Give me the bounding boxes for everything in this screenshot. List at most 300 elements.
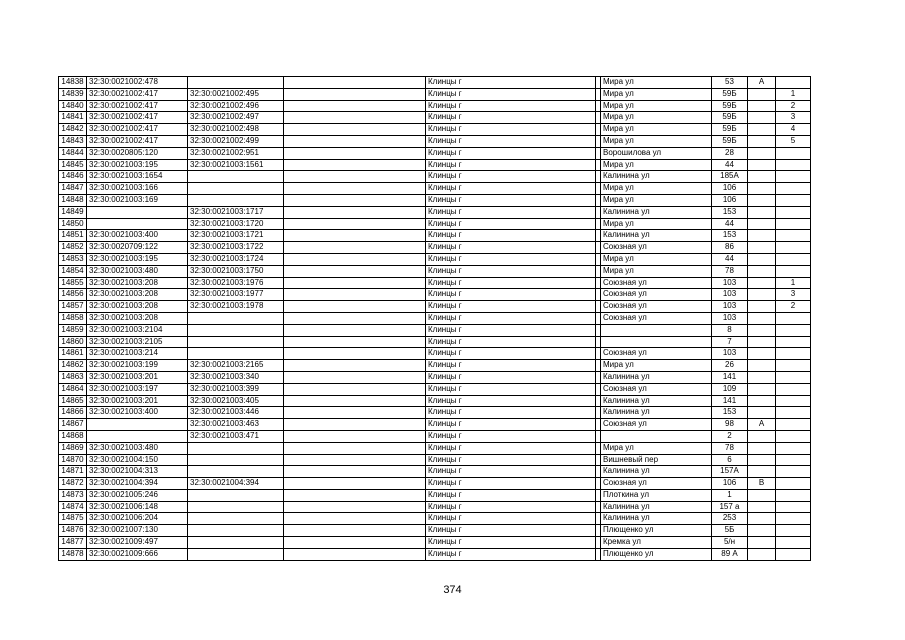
table-row <box>59 265 811 277</box>
city-cell: Клинцы г <box>426 395 596 407</box>
house-letter-cell <box>748 489 776 501</box>
table-row <box>59 466 811 478</box>
cadastral-number-object-cell: 32:30:0021003:471 <box>188 430 284 442</box>
blank-cell-cell <box>284 265 426 277</box>
row-number-cell: 14852 <box>59 242 87 254</box>
apartment-number-cell: 3 <box>776 112 811 124</box>
row-number-cell: 14863 <box>59 371 87 383</box>
street-cell: Калинина ул <box>601 407 712 419</box>
apartment-number-cell <box>776 513 811 525</box>
cadastral-number-object-cell: 32:30:0021003:340 <box>188 371 284 383</box>
house-letter-cell: А <box>748 419 776 431</box>
row-number-cell: 14869 <box>59 442 87 454</box>
street-cell: Калинина ул <box>601 513 712 525</box>
street-cell: Союзная ул <box>601 301 712 313</box>
house-number-cell: 5Б <box>712 525 748 537</box>
blank-cell-cell <box>284 478 426 490</box>
city-cell: Клинцы г <box>426 513 596 525</box>
table-row <box>59 442 811 454</box>
blank-cell-cell <box>284 383 426 395</box>
blank-cell-cell <box>284 124 426 136</box>
city-cell: Клинцы г <box>426 265 596 277</box>
row-number-cell: 14841 <box>59 112 87 124</box>
city-cell: Клинцы г <box>426 289 596 301</box>
cadastral-number-object-cell <box>188 171 284 183</box>
city-cell: Клинцы г <box>426 77 596 89</box>
house-letter-cell <box>748 159 776 171</box>
table-row <box>59 242 811 254</box>
cadastral-number-parcel-cell: 32:30:0021006:204 <box>87 513 188 525</box>
cadastral-number-object-cell: 32:30:0021002:496 <box>188 100 284 112</box>
table-row <box>59 525 811 537</box>
row-number-cell: 14875 <box>59 513 87 525</box>
house-number-cell: 153 <box>712 230 748 242</box>
city-cell: Клинцы г <box>426 242 596 254</box>
apartment-number-cell <box>776 501 811 513</box>
table-row <box>59 478 811 490</box>
row-number-cell: 14842 <box>59 124 87 136</box>
cadastral-number-object-cell: 32:30:0021002:499 <box>188 135 284 147</box>
cadastral-number-parcel-cell: 32:30:0021007:130 <box>87 525 188 537</box>
house-letter-cell <box>748 360 776 372</box>
row-number-cell: 14843 <box>59 135 87 147</box>
table-row <box>59 489 811 501</box>
table-row <box>59 548 811 560</box>
cadastral-number-object-cell <box>188 77 284 89</box>
blank-cell-cell <box>284 112 426 124</box>
city-cell: Клинцы г <box>426 324 596 336</box>
cadastral-number-object-cell: 32:30:0021003:1561 <box>188 159 284 171</box>
cadastral-number-object-cell <box>188 336 284 348</box>
cadastral-number-object-cell: 32:30:0021002:951 <box>188 147 284 159</box>
cadastral-number-parcel-cell: 32:30:0021003:199 <box>87 360 188 372</box>
cadastral-number-object-cell <box>188 501 284 513</box>
blank-cell-cell <box>284 159 426 171</box>
apartment-number-cell <box>776 194 811 206</box>
row-number-cell: 14865 <box>59 395 87 407</box>
cadastral-number-parcel-cell: 32:30:0021003:214 <box>87 348 188 360</box>
row-number-cell: 14861 <box>59 348 87 360</box>
house-letter-cell <box>748 383 776 395</box>
house-number-cell: 8 <box>712 324 748 336</box>
house-letter-cell <box>748 171 776 183</box>
row-number-cell: 14846 <box>59 171 87 183</box>
street-cell: Мира ул <box>601 100 712 112</box>
cadastral-number-object-cell <box>188 466 284 478</box>
table-row <box>59 159 811 171</box>
apartment-number-cell <box>776 478 811 490</box>
street-cell: Плоткина ул <box>601 489 712 501</box>
cadastral-number-parcel-cell: 32:30:0021003:208 <box>87 289 188 301</box>
house-letter-cell <box>748 324 776 336</box>
cadastral-number-object-cell <box>188 194 284 206</box>
street-cell: Мира ул <box>601 194 712 206</box>
cadastral-number-parcel-cell <box>87 430 188 442</box>
street-cell: Калинина ул <box>601 501 712 513</box>
house-number-cell: 59Б <box>712 88 748 100</box>
house-letter-cell <box>748 253 776 265</box>
house-number-cell: 59Б <box>712 100 748 112</box>
blank-cell-cell <box>284 253 426 265</box>
cadastral-number-object-cell <box>188 489 284 501</box>
house-number-cell: 103 <box>712 312 748 324</box>
row-number-cell: 14838 <box>59 77 87 89</box>
cadastral-number-object-cell: 32:30:0021003:405 <box>188 395 284 407</box>
house-number-cell: 7 <box>712 336 748 348</box>
table-row <box>59 289 811 301</box>
blank-cell-cell <box>284 77 426 89</box>
street-cell: Вишневый пер <box>601 454 712 466</box>
house-number-cell: 59Б <box>712 135 748 147</box>
cadastral-number-parcel-cell: 32:30:0021006:148 <box>87 501 188 513</box>
cadastral-number-object-cell <box>188 525 284 537</box>
house-number-cell: 153 <box>712 407 748 419</box>
apartment-number-cell <box>776 525 811 537</box>
apartment-number-cell <box>776 383 811 395</box>
street-cell: Плющенко ул <box>601 548 712 560</box>
house-letter-cell <box>748 442 776 454</box>
cadastral-number-object-cell: 32:30:0021003:1750 <box>188 265 284 277</box>
city-cell: Клинцы г <box>426 407 596 419</box>
cadastral-number-parcel-cell: 32:30:0021003:201 <box>87 395 188 407</box>
house-number-cell: 26 <box>712 360 748 372</box>
table-row <box>59 312 811 324</box>
table-row <box>59 100 811 112</box>
table-row <box>59 371 811 383</box>
cadastral-number-parcel-cell: 32:30:0021003:169 <box>87 194 188 206</box>
city-cell: Клинцы г <box>426 253 596 265</box>
blank-cell-cell <box>284 312 426 324</box>
house-number-cell: 185А <box>712 171 748 183</box>
house-number-cell: 2 <box>712 430 748 442</box>
row-number-cell: 14854 <box>59 265 87 277</box>
cadastral-number-object-cell: 32:30:0021003:1721 <box>188 230 284 242</box>
cadastral-number-parcel-cell: 32:30:0021003:195 <box>87 253 188 265</box>
table-row <box>59 537 811 549</box>
house-letter-cell <box>748 218 776 230</box>
house-letter-cell <box>748 289 776 301</box>
house-number-cell: 44 <box>712 218 748 230</box>
house-number-cell: 28 <box>712 147 748 159</box>
apartment-number-cell <box>776 324 811 336</box>
cadastral-number-object-cell: 32:30:0021003:2165 <box>188 360 284 372</box>
table-row <box>59 419 811 431</box>
apartment-number-cell <box>776 171 811 183</box>
house-number-cell: 59Б <box>712 124 748 136</box>
house-letter-cell <box>748 206 776 218</box>
blank-cell-cell <box>284 183 426 195</box>
cadastral-number-object-cell <box>188 454 284 466</box>
street-cell: Мира ул <box>601 360 712 372</box>
row-number-cell: 14860 <box>59 336 87 348</box>
cadastral-number-parcel-cell: 32:30:0021003:480 <box>87 442 188 454</box>
house-letter-cell <box>748 407 776 419</box>
apartment-number-cell <box>776 454 811 466</box>
blank-cell-cell <box>284 442 426 454</box>
row-number-cell: 14872 <box>59 478 87 490</box>
apartment-number-cell <box>776 348 811 360</box>
street-cell: Мира ул <box>601 77 712 89</box>
table-row <box>59 324 811 336</box>
apartment-number-cell <box>776 147 811 159</box>
blank-cell-cell <box>284 301 426 313</box>
house-letter-cell <box>748 312 776 324</box>
page-number: 374 <box>443 584 462 596</box>
blank-cell-cell <box>284 466 426 478</box>
street-cell: Калинина ул <box>601 230 712 242</box>
cadastral-number-parcel-cell: 32:30:0021003:400 <box>87 230 188 242</box>
street-cell: Мира ул <box>601 159 712 171</box>
table-row <box>59 253 811 265</box>
apartment-number-cell <box>776 183 811 195</box>
city-cell: Клинцы г <box>426 454 596 466</box>
blank-cell-cell <box>284 419 426 431</box>
city-cell: Клинцы г <box>426 124 596 136</box>
cadastral-number-parcel-cell: 32:30:0021003:208 <box>87 277 188 289</box>
city-cell: Клинцы г <box>426 489 596 501</box>
city-cell: Клинцы г <box>426 206 596 218</box>
row-number-cell: 14859 <box>59 324 87 336</box>
street-cell <box>601 336 712 348</box>
blank-cell-cell <box>284 135 426 147</box>
house-number-cell: 153 <box>712 206 748 218</box>
house-number-cell: 59Б <box>712 112 748 124</box>
cadastral-number-parcel-cell: 32:30:0021003:2104 <box>87 324 188 336</box>
street-cell: Калинина ул <box>601 395 712 407</box>
blank-cell-cell <box>284 147 426 159</box>
cadastral-number-parcel-cell: 32:30:0021003:195 <box>87 159 188 171</box>
city-cell: Клинцы г <box>426 430 596 442</box>
house-number-cell: 6 <box>712 454 748 466</box>
house-letter-cell <box>748 277 776 289</box>
blank-cell-cell <box>284 230 426 242</box>
table-row <box>59 430 811 442</box>
city-cell: Клинцы г <box>426 348 596 360</box>
cadastral-number-parcel-cell: 32:30:0021003:166 <box>87 183 188 195</box>
row-number-cell: 14871 <box>59 466 87 478</box>
house-number-cell: 78 <box>712 265 748 277</box>
row-number-cell: 14876 <box>59 525 87 537</box>
table-row <box>59 183 811 195</box>
apartment-number-cell <box>776 466 811 478</box>
apartment-number-cell <box>776 242 811 254</box>
house-letter-cell <box>748 230 776 242</box>
cadastral-number-parcel-cell: 32:30:0021002:478 <box>87 77 188 89</box>
city-cell: Клинцы г <box>426 383 596 395</box>
cadastral-number-parcel-cell <box>87 218 188 230</box>
cadastral-number-parcel-cell: 32:30:0021002:417 <box>87 135 188 147</box>
house-letter-cell <box>748 513 776 525</box>
street-cell: Союзная ул <box>601 419 712 431</box>
cadastral-number-object-cell: 32:30:0021003:463 <box>188 419 284 431</box>
blank-cell-cell <box>284 88 426 100</box>
blank-cell-cell <box>284 371 426 383</box>
apartment-number-cell <box>776 442 811 454</box>
table-row <box>59 454 811 466</box>
row-number-cell: 14851 <box>59 230 87 242</box>
apartment-number-cell: 2 <box>776 100 811 112</box>
cadastral-number-parcel-cell: 32:30:0021002:417 <box>87 112 188 124</box>
house-number-cell: 98 <box>712 419 748 431</box>
row-number-cell: 14853 <box>59 253 87 265</box>
house-letter-cell <box>748 194 776 206</box>
blank-cell-cell <box>284 548 426 560</box>
city-cell: Клинцы г <box>426 183 596 195</box>
blank-cell-cell <box>284 242 426 254</box>
street-cell: Мира ул <box>601 124 712 136</box>
cadastral-number-parcel-cell <box>87 206 188 218</box>
street-cell: Мира ул <box>601 112 712 124</box>
blank-cell-cell <box>284 336 426 348</box>
city-cell: Клинцы г <box>426 171 596 183</box>
house-letter-cell <box>748 100 776 112</box>
cadastral-number-object-cell: 32:30:0021004:394 <box>188 478 284 490</box>
house-letter-cell <box>748 371 776 383</box>
city-cell: Клинцы г <box>426 501 596 513</box>
street-cell: Калинина ул <box>601 466 712 478</box>
blank-cell-cell <box>284 430 426 442</box>
row-number-cell: 14856 <box>59 289 87 301</box>
house-number-cell: 1 <box>712 489 748 501</box>
house-letter-cell <box>748 466 776 478</box>
apartment-number-cell <box>776 548 811 560</box>
house-number-cell: 103 <box>712 301 748 313</box>
table-row <box>59 360 811 372</box>
cadastral-number-object-cell: 32:30:0021003:1977 <box>188 289 284 301</box>
house-letter-cell: А <box>748 77 776 89</box>
apartment-number-cell <box>776 312 811 324</box>
cadastral-number-parcel-cell: 32:30:0021004:394 <box>87 478 188 490</box>
cadastral-number-object-cell: 32:30:0021003:1978 <box>188 301 284 313</box>
blank-cell-cell <box>284 537 426 549</box>
apartment-number-cell: 4 <box>776 124 811 136</box>
house-letter-cell: В <box>748 478 776 490</box>
street-cell: Мира ул <box>601 265 712 277</box>
apartment-number-cell: 1 <box>776 88 811 100</box>
house-letter-cell <box>748 501 776 513</box>
cadastral-number-object-cell: 32:30:0021003:1976 <box>188 277 284 289</box>
street-cell: Калинина ул <box>601 171 712 183</box>
table-row <box>59 301 811 313</box>
city-cell: Клинцы г <box>426 135 596 147</box>
blank-cell-cell <box>284 289 426 301</box>
blank-cell-cell <box>284 407 426 419</box>
apartment-number-cell <box>776 230 811 242</box>
apartment-number-cell <box>776 77 811 89</box>
row-number-cell: 14870 <box>59 454 87 466</box>
table-row <box>59 348 811 360</box>
street-cell: Калинина ул <box>601 206 712 218</box>
house-number-cell: 106 <box>712 183 748 195</box>
house-letter-cell <box>748 395 776 407</box>
house-number-cell: 106 <box>712 478 748 490</box>
city-cell: Клинцы г <box>426 537 596 549</box>
table-row <box>59 88 811 100</box>
table-row <box>59 218 811 230</box>
table-row <box>59 194 811 206</box>
row-number-cell: 14840 <box>59 100 87 112</box>
city-cell: Клинцы г <box>426 336 596 348</box>
apartment-number-cell <box>776 371 811 383</box>
apartment-number-cell: 3 <box>776 289 811 301</box>
house-letter-cell <box>748 124 776 136</box>
street-cell: Кремка ул <box>601 537 712 549</box>
house-number-cell: 157 а <box>712 501 748 513</box>
row-number-cell: 14873 <box>59 489 87 501</box>
table-row <box>59 112 811 124</box>
cadastral-number-object-cell <box>188 442 284 454</box>
house-letter-cell <box>748 537 776 549</box>
apartment-number-cell <box>776 489 811 501</box>
city-cell: Клинцы г <box>426 88 596 100</box>
cadastral-number-object-cell <box>188 348 284 360</box>
cadastral-number-object-cell: 32:30:0021002:497 <box>188 112 284 124</box>
street-cell: Союзная ул <box>601 383 712 395</box>
row-number-cell: 14864 <box>59 383 87 395</box>
blank-cell-cell <box>284 218 426 230</box>
row-number-cell: 14858 <box>59 312 87 324</box>
table-row <box>59 407 811 419</box>
street-cell: Союзная ул <box>601 348 712 360</box>
cadastral-number-object-cell: 32:30:0021003:446 <box>188 407 284 419</box>
street-cell: Союзная ул <box>601 478 712 490</box>
blank-cell-cell <box>284 206 426 218</box>
cadastral-number-parcel-cell: 32:30:0020709:122 <box>87 242 188 254</box>
city-cell: Клинцы г <box>426 442 596 454</box>
apartment-number-cell: 2 <box>776 301 811 313</box>
row-number-cell: 14855 <box>59 277 87 289</box>
table-row <box>59 230 811 242</box>
cadastral-number-parcel-cell: 32:30:0021004:150 <box>87 454 188 466</box>
cadastral-number-parcel-cell: 32:30:0021003:208 <box>87 301 188 313</box>
house-number-cell: 141 <box>712 395 748 407</box>
apartment-number-cell <box>776 253 811 265</box>
row-number-cell: 14878 <box>59 548 87 560</box>
street-cell: Союзная ул <box>601 277 712 289</box>
table-row <box>59 277 811 289</box>
cadastral-number-parcel-cell: 32:30:0021009:666 <box>87 548 188 560</box>
house-letter-cell <box>748 135 776 147</box>
street-cell: Мира ул <box>601 135 712 147</box>
street-cell: Союзная ул <box>601 242 712 254</box>
blank-cell-cell <box>284 525 426 537</box>
street-cell: Союзная ул <box>601 312 712 324</box>
house-number-cell: 44 <box>712 253 748 265</box>
city-cell: Клинцы г <box>426 419 596 431</box>
cadastral-number-object-cell <box>188 324 284 336</box>
house-letter-cell <box>748 454 776 466</box>
city-cell: Клинцы г <box>426 230 596 242</box>
house-letter-cell <box>748 147 776 159</box>
row-number-cell: 14848 <box>59 194 87 206</box>
blank-cell-cell <box>284 100 426 112</box>
apartment-number-cell <box>776 218 811 230</box>
cadastral-number-parcel-cell: 32:30:0021002:417 <box>87 100 188 112</box>
row-number-cell: 14866 <box>59 407 87 419</box>
blank-cell-cell <box>284 348 426 360</box>
cadastral-number-parcel-cell: 32:30:0021003:400 <box>87 407 188 419</box>
cadastral-number-parcel-cell: 32:30:0021003:480 <box>87 265 188 277</box>
house-number-cell: 103 <box>712 277 748 289</box>
cadastral-number-object-cell: 32:30:0021002:498 <box>188 124 284 136</box>
cadastral-number-object-cell: 32:30:0021003:1724 <box>188 253 284 265</box>
blank-cell-cell <box>284 171 426 183</box>
cadastral-number-object-cell <box>188 537 284 549</box>
table-row <box>59 336 811 348</box>
apartment-number-cell: 1 <box>776 277 811 289</box>
city-cell: Клинцы г <box>426 147 596 159</box>
cadastral-number-object-cell <box>188 183 284 195</box>
